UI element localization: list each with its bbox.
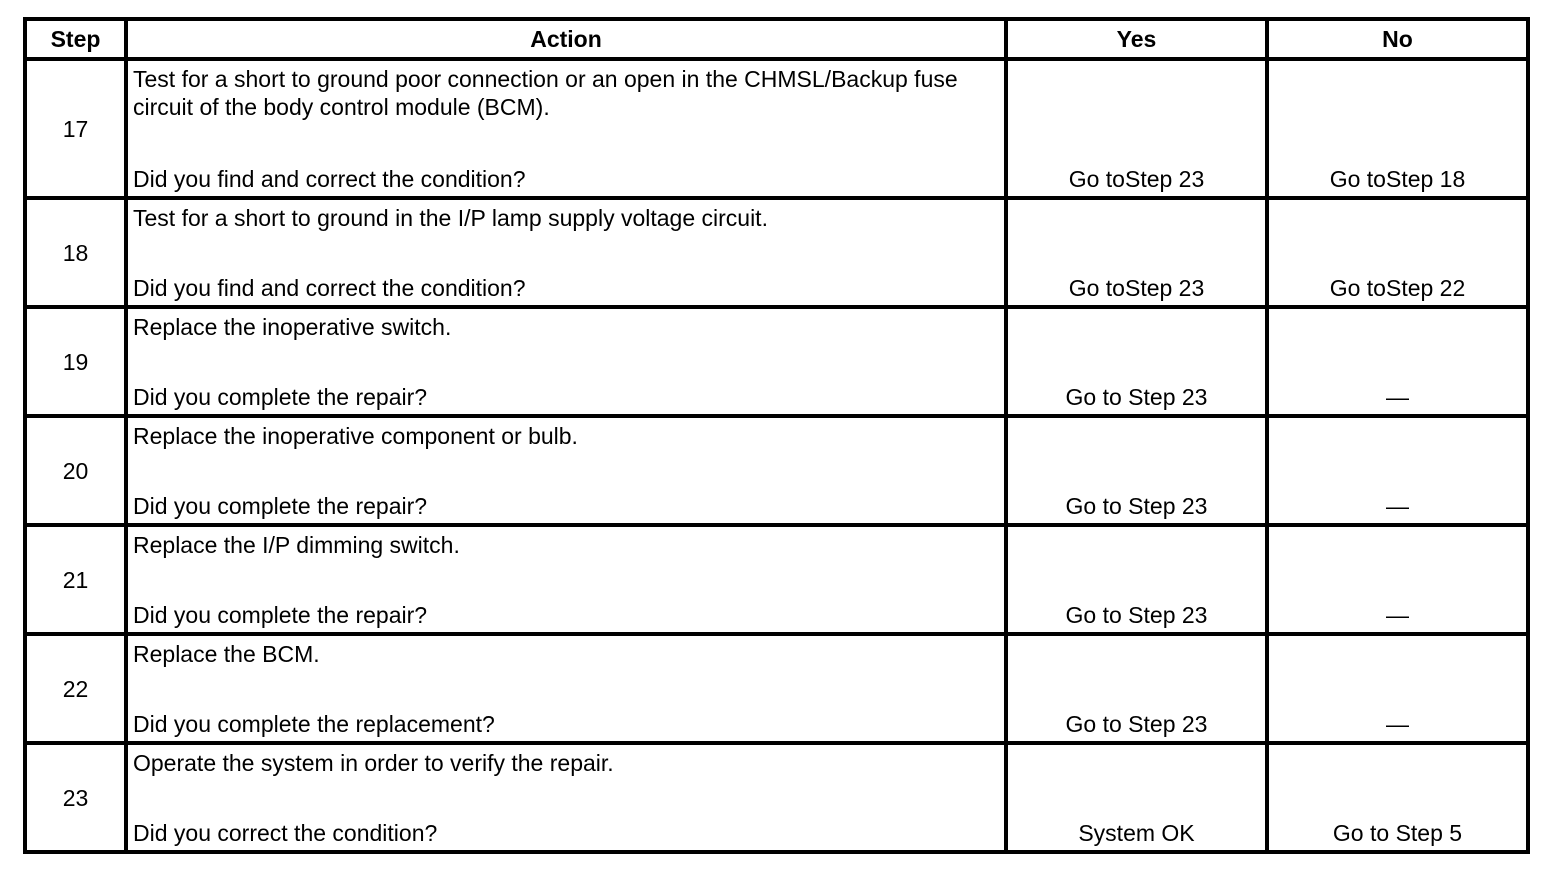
action-question: Did you correct the condition? <box>133 820 438 846</box>
table-row <box>25 198 1528 307</box>
no-result: Go to Step 5 <box>1267 743 1528 852</box>
header-action: Action <box>126 19 1006 59</box>
no-result: — <box>1267 634 1528 743</box>
no-result: — <box>1267 416 1528 525</box>
step-number: 22 <box>25 634 126 743</box>
action-cell <box>126 525 1006 634</box>
action-cell <box>126 743 1006 852</box>
no-result: Go toStep 18 <box>1267 59 1528 198</box>
action-cell <box>126 198 1006 307</box>
step-number: 19 <box>25 307 126 416</box>
no-result: — <box>1267 307 1528 416</box>
yes-result: Go toStep 23 <box>1006 59 1267 198</box>
yes-result: Go to Step 23 <box>1006 634 1267 743</box>
step-number: 17 <box>25 59 126 198</box>
header-step: Step <box>25 19 126 59</box>
action-cell <box>126 416 1006 525</box>
header-no: No <box>1267 19 1528 59</box>
action-text: Replace the I/P dimming switch. <box>133 532 460 558</box>
yes-result: Go to Step 23 <box>1006 307 1267 416</box>
action-cell <box>126 634 1006 743</box>
action-text: Test for a short to ground in the I/P lamp supply voltage circuit. <box>133 205 768 231</box>
action-text: Test for a short to ground poor connection or an open in the CHMSL/Backup fuse circuit of the body control module (BCM). <box>133 66 958 120</box>
yes-result: Go toStep 23 <box>1006 198 1267 307</box>
table-row <box>25 416 1528 525</box>
step-number: 20 <box>25 416 126 525</box>
step-number: 18 <box>25 198 126 307</box>
table-row <box>25 743 1528 852</box>
step-number: 21 <box>25 525 126 634</box>
action-question: Did you find and correct the condition? <box>133 275 526 301</box>
yes-result: System OK <box>1006 743 1267 852</box>
header-yes: Yes <box>1006 19 1267 59</box>
action-cell <box>126 307 1006 416</box>
action-text: Replace the inoperative switch. <box>133 314 452 340</box>
no-result: — <box>1267 525 1528 634</box>
action-cell <box>126 59 1006 198</box>
diagnostic-table <box>23 17 1530 854</box>
action-question: Did you find and correct the condition? <box>133 166 526 192</box>
no-result: Go toStep 22 <box>1267 198 1528 307</box>
table-row <box>25 307 1528 416</box>
action-text: Replace the BCM. <box>133 641 320 667</box>
action-question: Did you complete the repair? <box>133 384 428 410</box>
table-row <box>25 59 1528 198</box>
action-question: Did you complete the repair? <box>133 602 428 628</box>
action-question: Did you complete the replacement? <box>133 711 495 737</box>
action-text: Operate the system in order to verify the repair. <box>133 750 614 776</box>
yes-result: Go to Step 23 <box>1006 416 1267 525</box>
yes-result: Go to Step 23 <box>1006 525 1267 634</box>
table-row <box>25 525 1528 634</box>
action-question: Did you complete the repair? <box>133 493 428 519</box>
header-row <box>25 19 1528 59</box>
table-row <box>25 634 1528 743</box>
step-number: 23 <box>25 743 126 852</box>
action-text: Replace the inoperative component or bulb. <box>133 423 578 449</box>
